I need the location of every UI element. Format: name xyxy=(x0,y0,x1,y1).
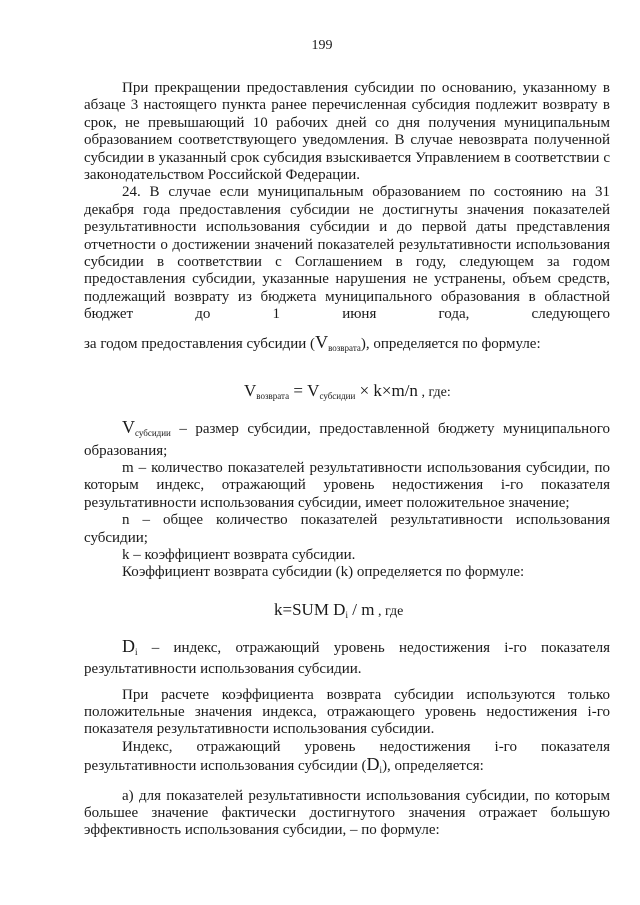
page-number: 199 xyxy=(311,38,333,53)
item-a: а) для показателей результативности использования субсидии, по которым большее значение фактически достигнутого значения отражает большую эффективность использования субсидии, – по формуле: xyxy=(84,787,610,839)
paragraph-termination: При прекращении предоставления субсидии по основанию, указанному в абзаце 3 настоящего пункта ранее перечисленная субсидия подлежит возврату в срок, не превышающий 10 рабочих дней со дня получения муниципальным образованием соответствующего уведомления. В случае невозврата полученной субсидии в указанный срок субсидия взыскивается Управлением в соответствии с законодательством Российской Федерации. xyxy=(84,80,610,184)
paragraph-item-24: 24. В случае если муниципальным образованием по состоянию на 31 декабря года предоставления субсидии не достигнуты значения показателей результативности использования субсидии и до первой даты представления отчетности о достижении значений показателей результативности использования субсидии в соответствии с Соглашением в году, следующем за годом предоставления субсидии, указанные нарушения не устранены, объем средств, подлежащий возврату из бюджета муниципального образования в областной бюджет до 1 июня года, следующего xyxy=(84,184,610,323)
formula-coefficient: k=SUM $D_i$ / m , где xyxy=(274,599,404,620)
definition-n: n – общее количество показателей результативности использования субсидии; xyxy=(84,512,610,546)
formula-refund: $V_{возврата} = V_{субсидии} \times k\times m/n$ , где: xyxy=(244,381,451,402)
calculation-note: При расчете коэффициента возврата субсидии используются только положительные значения индекса, отражающего уровень недостижения i-го показателя результативности использования субсидии. xyxy=(84,686,610,738)
paragraph-item-24-end: за годом предоставления субсидии $(V_{возврата})$, определяется по формуле: xyxy=(84,331,541,353)
definition-d-index: $D_i$ – индекс, отражающий уровень недостижения i-го показателя результативности использования субсидии. xyxy=(84,635,610,678)
definition-v-subsidy: $V_{субсидии}$ – размер субсидии, предоставленной бюджету муниципального образования; xyxy=(84,417,610,459)
definition-m: m – количество показателей результативности использования субсидии, по которым индекс, отражающий уровень недостижения i-го показателя результативности использования субсидии, имеет положительное значение; xyxy=(84,459,610,511)
definition-k: k – коэффициент возврата субсидии. xyxy=(122,546,356,563)
coefficient-intro: Коэффициент возврата субсидии (k) определяется по формуле: xyxy=(122,564,525,581)
index-definition: Индекс, отражающий уровень недостижения i-го показателя результативности использования субсидии $(D_i)$, определяется: xyxy=(84,738,610,776)
